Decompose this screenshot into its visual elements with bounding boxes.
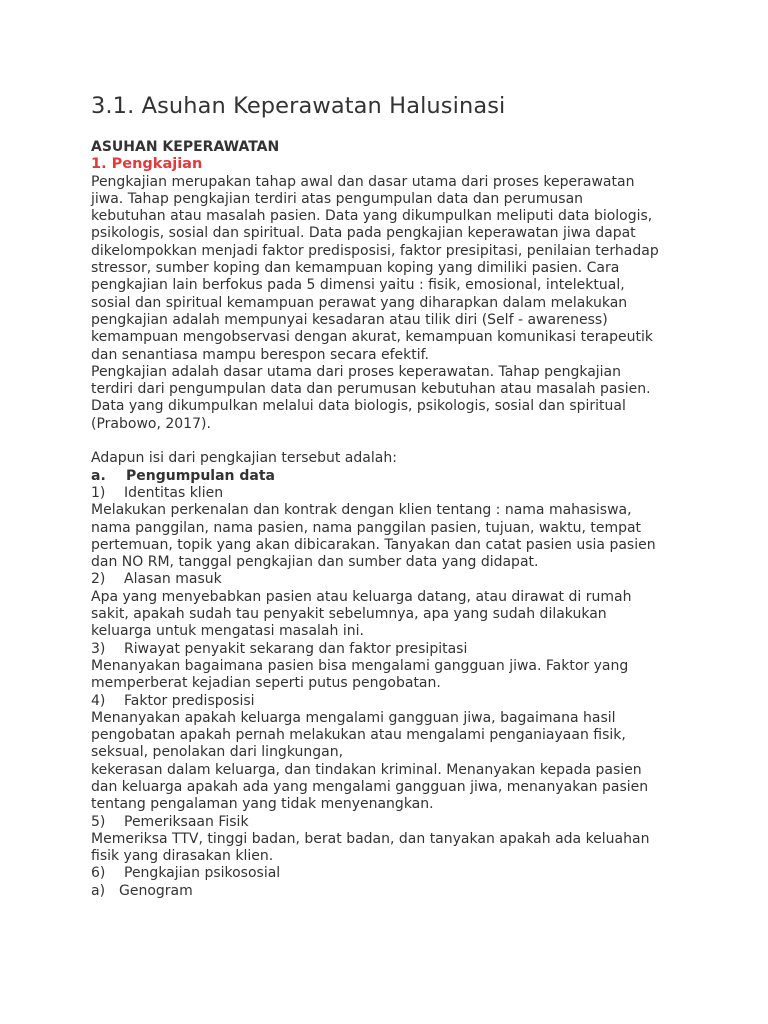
list-marker: 3) — [91, 640, 106, 657]
paragraph-2: Pengkajian adalah dasar utama dari proses keperawatan. Tahap pengkajian terdiri dari pengumpulan data dan perumusan kebutuhan atau masalah pasien. Data yang dikumpulkan melalui data biologis, psikologis, sosial dan spiritual (Prabowo, 2017). — [91, 363, 651, 432]
document-page — [91, 92, 691, 900]
list-marker: 5) — [91, 813, 106, 830]
section-heading: ASUHAN KEPERAWATAN — [91, 139, 280, 155]
paragraph-1: Pengkajian merupakan tahap awal dan dasar utama dari proses keperawatan jiwa. Tahap pengkajian terdiri atas pengumpulan data dan perumusan kebutuhan atau masalah pasien. Data yang dikumpulkan meliputi data biologis, psikologis, sosial dan spiritual. Data pada pengkajian keperawatan jiwa dapat dikelompokkan menjadi faktor predisposisi, faktor presipitasi, penilaian terhadap stressor, sumber koping dan kemampuan koping yang dimiliki pasien. Cara pengkajian lain berfokus pada 5 dimensi yaitu : fisik, emosional, intelektual, sosial dan spiritual kemampuan perawat yang diharapkan dalam melakukan pengkajian adalah mempunyai kesadaran atau tilik diri (Self - awareness) kemampuan mengobservasi dengan akurat, kemampuan komunikasi terapeutik dan senantiasa mampu berespon secara efektif. — [91, 173, 659, 363]
subsection-heading: 1. Pengkajian — [91, 156, 203, 173]
list-item-5 — [91, 814, 691, 831]
list-label: Faktor predisposisi — [124, 692, 255, 709]
list-item-text: Menanyakan bagaimana pasien bisa mengalami gangguan jiwa. Faktor yang memperberat kejadian seperti putus pengobatan. — [91, 657, 629, 692]
list-item-3 — [91, 641, 691, 658]
list-marker: 2) — [91, 571, 106, 588]
list-label: Genogram — [119, 882, 193, 899]
list-intro: Adapun isi dari pengkajian tersebut adalah: — [91, 450, 397, 467]
list-item-text: Apa yang menyebabkan pasien atau keluarga datang, atau dirawat di rumah sakit, apakah sudah tau penyakit sebelumnya, apa yang sudah dilakukan keluarga untuk mengatasi masalah ini. — [91, 588, 632, 640]
list-item-text: Memeriksa TTV, tinggi badan, berat badan, dan tanyakan apakah ada keluahan fisik yang dirasakan klien. — [91, 830, 650, 865]
list-label: Riwayat penyakit sekarang dan faktor presipitasi — [124, 640, 468, 657]
list-marker: 1) — [91, 484, 106, 501]
list-item-text: Melakukan perkenalan dan kontrak dengan klien tentang : nama mahasiswa, nama panggilan, nama pasien, nama panggilan pasien, tujuan, waktu, tempat pertemuan, topik yang akan dibicarakan. Tanyakan dan catat pasien usia pasien dan NO RM, tanggal pengkajian dan sumber data yang didapat. — [91, 502, 656, 571]
list-item-2 — [91, 571, 691, 588]
list-marker: 6) — [91, 865, 106, 882]
list-label: Alasan masuk — [124, 571, 222, 588]
list-label: Identitas klien — [124, 484, 224, 501]
list-item-a — [91, 468, 691, 485]
list-item-4 — [91, 693, 691, 710]
sub-list-item — [91, 883, 691, 900]
list-label: Pengumpulan data — [126, 467, 275, 484]
page-title: 3.1. Asuhan Keperawatan Halusinasi — [91, 93, 506, 119]
list-item-1 — [91, 485, 691, 502]
document-body — [91, 139, 691, 900]
blank-line — [91, 433, 691, 450]
list-label: Pengkajian psikososial — [124, 865, 281, 882]
list-marker: a) — [91, 882, 106, 899]
list-label: Pemeriksaan Fisik — [124, 813, 249, 830]
list-marker: a. — [91, 467, 106, 484]
list-item-text: Menanyakan apakah keluarga mengalami gangguan jiwa, bagaimana hasil pengobatan apakah pernah melakukan atau mengalami penganiayaan fisik, seksual, penolakan dari lingkungan, kekerasan dalam keluarga, dan tindakan kriminal. Menanyakan kepada pasien dan keluarga apakah ada yang mengalami gangguan jiwa, menanyakan pasien tentang pengalaman yang tidak menyenangkan. — [91, 709, 649, 813]
list-item-6 — [91, 865, 691, 882]
list-marker: 4) — [91, 692, 106, 709]
